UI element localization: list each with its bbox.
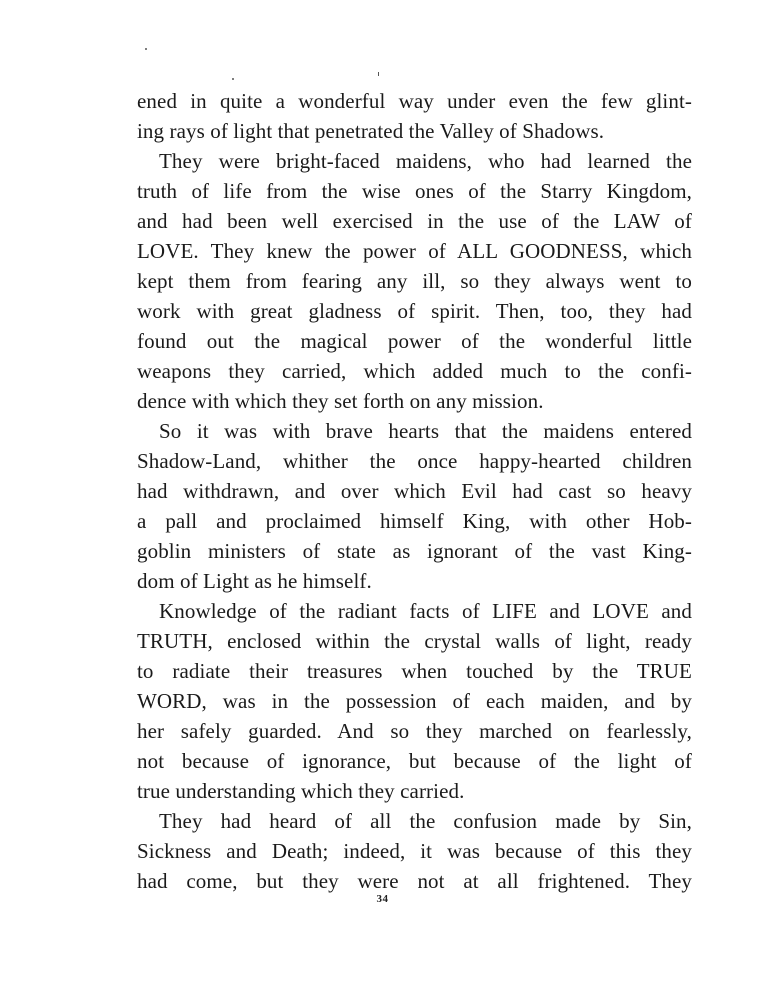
paper-speck	[145, 48, 147, 50]
text-line: They had heard of all the confusion made by Sin,	[159, 809, 692, 833]
text-line: goblin ministers of state as ignorant of the vast King-	[137, 539, 692, 563]
text-line: ing rays of light that penetrated the Valley of Shadows.	[137, 119, 605, 143]
text-line: dom of Light as he himself.	[137, 569, 372, 593]
page-number: 34	[376, 893, 389, 905]
text-line: ened in quite a wonderful way under even the few glint-	[137, 89, 692, 113]
text-line: to radiate their treasures when touched by the TRUE	[137, 659, 692, 683]
text-line: and had been well exercised in the use of the LAW of	[137, 209, 692, 233]
text-line: had withdrawn, and over which Evil had cast so heavy	[137, 479, 692, 503]
text-line: true understanding which they carried.	[137, 779, 465, 803]
text-line: a pall and proclaimed himself King, with other Hob-	[137, 509, 692, 533]
text-line: work with great gladness of spirit. Then, too, they had	[137, 299, 692, 323]
text-line: LOVE. They knew the power of ALL GOODNESS, which	[137, 239, 692, 263]
body-text	[137, 86, 692, 896]
text-line: kept them from fearing any ill, so they always went to	[137, 269, 692, 293]
text-line: found out the magical power of the wonderful little	[137, 329, 692, 353]
text-line: weapons they carried, which added much to the confi-	[137, 359, 692, 383]
text-line: her safely guarded. And so they marched on fearlessly,	[137, 719, 692, 743]
text-line: So it was with brave hearts that the maidens entered	[159, 419, 692, 443]
text-line: Knowledge of the radiant facts of LIFE and LOVE and	[159, 599, 692, 623]
paper-speck	[232, 78, 234, 80]
text-line: TRUTH, enclosed within the crystal walls of light, ready	[137, 629, 692, 653]
text-line: dence with which they set forth on any mission.	[137, 389, 544, 413]
text-line: truth of life from the wise ones of the Starry Kingdom,	[137, 179, 692, 203]
text-line: had come, but they were not at all frightened. They	[137, 869, 692, 893]
text-line: WORD, was in the possession of each maiden, and by	[137, 689, 692, 713]
text-line: Sickness and Death; indeed, it was because of this they	[137, 839, 692, 863]
text-line: not because of ignorance, but because of the light of	[137, 749, 692, 773]
text-line: Shadow-Land, whither the once happy-hearted children	[137, 449, 692, 473]
text-line: They were bright-faced maidens, who had learned the	[159, 149, 692, 173]
paper-speck	[378, 72, 379, 76]
